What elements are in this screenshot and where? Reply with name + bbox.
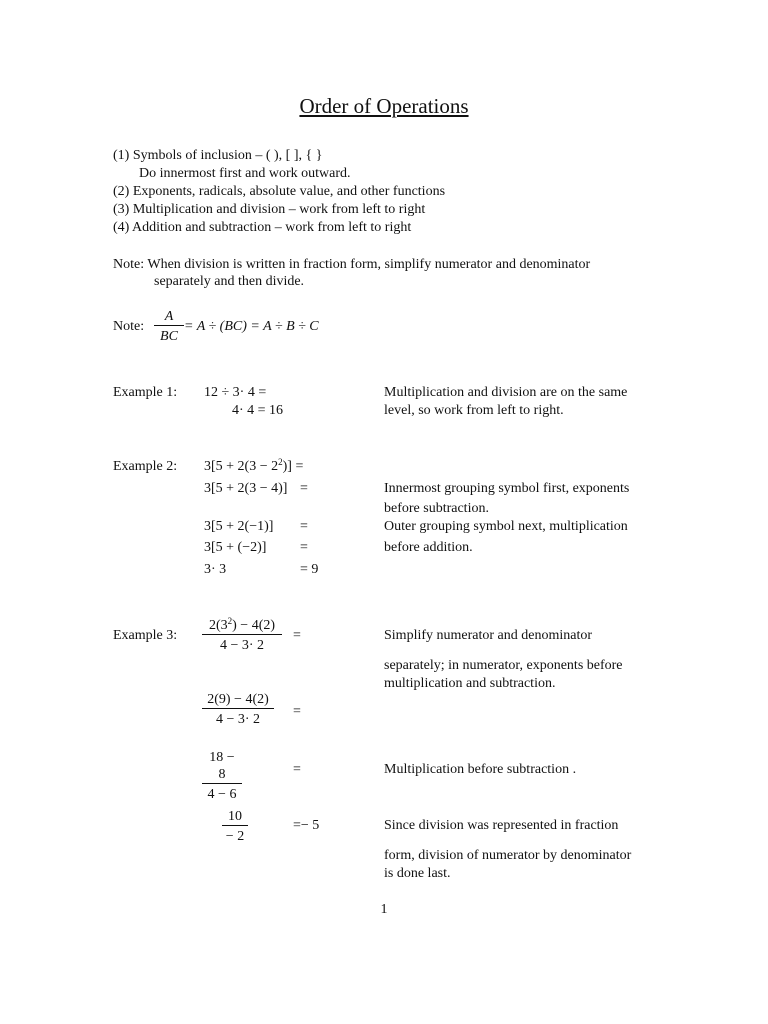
example-3-explanation-6: form, division of numerator by denominator: [384, 848, 632, 863]
example-3-label: Example 3:: [113, 628, 178, 643]
example-2-explanation-3: Outer grouping symbol next, multiplication: [384, 519, 628, 534]
example-1-label: Example 1:: [113, 385, 178, 400]
fraction-denominator: 4 − 3· 2: [219, 638, 265, 653]
example-3-fraction-3: [202, 749, 242, 803]
example-2-explanation-2: before subtraction.: [384, 501, 489, 516]
equals-sign: =: [300, 519, 308, 534]
example-3-explanation-1: Simplify numerator and denominator: [384, 628, 593, 643]
example-2-step-3: 3[5 + 2(−1)]: [204, 519, 274, 534]
rule-3: (3) Multiplication and division – work from left to right: [113, 202, 426, 217]
note-fraction-form: Note: When division is written in fraction form, simplify numerator and denominator: [113, 257, 591, 272]
fraction-numerator: 10: [228, 809, 242, 824]
note-division-identity: = A ÷ (BC) = A ÷ B ÷ C: [184, 319, 319, 334]
example-1-step-2: 4· 4 = 16: [232, 403, 284, 418]
fraction-bar: [154, 325, 184, 326]
exponent: 2: [278, 457, 283, 467]
expr-part: ) − 4(2): [232, 618, 276, 633]
example-3-explanation-7: is done last.: [384, 866, 451, 881]
equals-sign: =: [293, 628, 301, 643]
fraction-bar: [222, 825, 248, 826]
example-2-step-4: 3[5 + (−2)]: [204, 540, 267, 555]
example-2-result: = 9: [300, 562, 319, 577]
expr-part: 2(3: [208, 618, 228, 633]
example-1-step-1: 12 ÷ 3· 4 =: [204, 385, 267, 400]
rule-2: (2) Exponents, radicals, absolute value, and other functions: [113, 184, 446, 199]
example-3-fraction-2: [202, 691, 274, 728]
example-3-fraction-4: [222, 808, 248, 845]
equals-sign: =: [293, 704, 301, 719]
example-2-label: Example 2:: [113, 459, 178, 474]
rule-1-detail: Do innermost first and work outward.: [139, 166, 351, 181]
example-1-explanation-2: level, so work from left to right.: [384, 403, 564, 418]
example-3-fraction-1: [202, 617, 282, 654]
exponent: 2: [227, 616, 233, 626]
example-2-step-2: 3[5 + 2(3 − 4)]: [204, 481, 288, 496]
example-3-result: =− 5: [293, 818, 320, 833]
equals-sign: =: [300, 481, 308, 496]
note-fraction: [154, 308, 184, 345]
example-3-explanation-3: multiplication and subtraction.: [384, 676, 556, 691]
equals-sign: =: [300, 540, 308, 555]
example-2-step-5: 3· 3: [204, 562, 227, 577]
fraction-numerator: 18 − 8: [209, 750, 235, 782]
example-3-explanation-4: Multiplication before subtraction .: [384, 762, 577, 777]
page-title: Order of Operations: [299, 94, 469, 118]
note-label: Note:: [113, 319, 145, 334]
fraction-bar: [202, 634, 282, 635]
fraction-bar: [202, 783, 242, 784]
fraction-numerator: [202, 617, 282, 634]
note-fraction-form-cont: separately and then divide.: [154, 274, 305, 289]
fraction-denominator: − 2: [225, 829, 245, 844]
example-2-step-1: [204, 458, 303, 476]
note-fraction-den: BC: [160, 329, 178, 344]
expr-part: 3[5 + 2(3 − 2: [204, 459, 279, 474]
rule-1: (1) Symbols of inclusion – ( ), [ ], { }: [113, 148, 323, 163]
fraction-bar: [202, 708, 274, 709]
rule-4: (4) Addition and subtraction – work from left to right: [113, 220, 412, 235]
example-1-explanation-1: Multiplication and division are on the same: [384, 385, 628, 400]
example-3-explanation-5: Since division was represented in fraction: [384, 818, 619, 833]
expr-part: )] =: [282, 459, 304, 474]
fraction-numerator: 2(9) − 4(2): [207, 692, 269, 707]
example-3-explanation-2: separately; in numerator, exponents before: [384, 658, 623, 673]
example-2-explanation-4: before addition.: [384, 540, 473, 555]
example-2-explanation-1: Innermost grouping symbol first, exponents: [384, 481, 630, 496]
equals-sign: =: [293, 762, 301, 777]
fraction-denominator: 4 − 6: [207, 787, 237, 802]
page-number: 1: [380, 902, 388, 917]
fraction-denominator: 4 − 3· 2: [215, 712, 261, 727]
note-fraction-num: A: [164, 309, 174, 324]
